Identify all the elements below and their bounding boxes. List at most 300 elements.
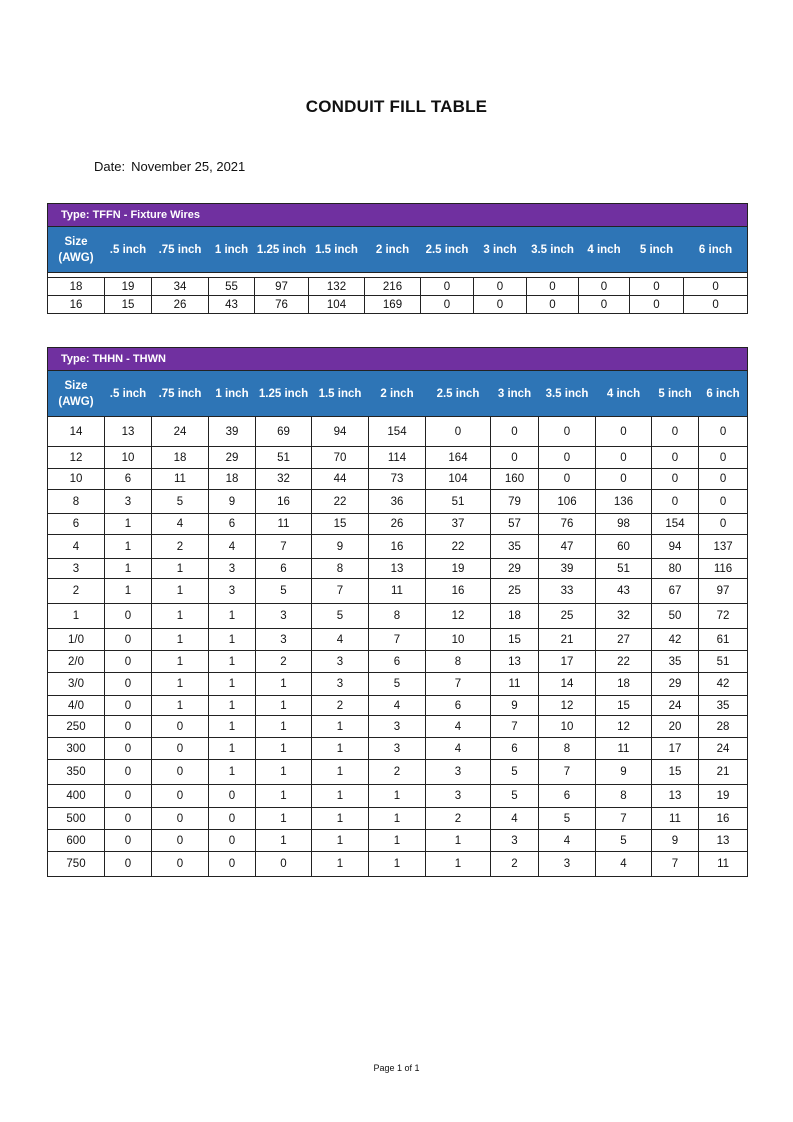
fill-count-cell: 24 [152, 417, 209, 447]
fill-count-cell: 1 [209, 604, 256, 629]
fill-count-cell: 5 [152, 490, 209, 514]
column-header: 2.5 inch [426, 371, 491, 417]
fill-count-cell: 42 [699, 673, 748, 696]
fill-count-cell: 0 [426, 417, 491, 447]
table-row [48, 808, 748, 830]
fill-count-cell: 104 [426, 469, 491, 490]
fill-count-cell: 10 [105, 447, 152, 469]
fill-count-cell: 1 [152, 651, 209, 673]
table-row [48, 579, 748, 604]
fill-count-cell: 3 [369, 716, 426, 738]
fill-count-cell: 5 [369, 673, 426, 696]
fill-count-cell: 0 [421, 296, 474, 314]
fill-count-cell: 1 [312, 852, 369, 877]
wire-size-cell: 750 [48, 852, 105, 877]
fill-count-cell: 97 [255, 278, 309, 296]
fill-count-cell: 0 [579, 278, 630, 296]
fill-count-cell: 1 [105, 559, 152, 579]
wire-size-cell: 6 [48, 514, 105, 535]
column-header: 3 inch [491, 371, 539, 417]
fill-count-cell: 0 [105, 604, 152, 629]
fill-count-cell: 3 [209, 579, 256, 604]
fill-count-cell: 0 [105, 716, 152, 738]
fill-count-cell: 136 [596, 490, 652, 514]
fill-count-cell: 72 [699, 604, 748, 629]
fill-count-cell: 19 [426, 559, 491, 579]
fill-count-cell: 19 [699, 785, 748, 808]
fill-count-cell: 0 [630, 296, 684, 314]
table-row [48, 604, 748, 629]
fill-count-cell: 35 [652, 651, 699, 673]
fill-count-cell: 67 [652, 579, 699, 604]
fill-count-cell: 8 [312, 559, 369, 579]
fill-count-cell: 0 [152, 830, 209, 852]
column-header: 3.5 inch [539, 371, 596, 417]
table-type-label: Type: THHN - THWN [48, 348, 748, 371]
fill-count-cell: 1 [312, 785, 369, 808]
column-header: 5 inch [652, 371, 699, 417]
fill-count-cell: 29 [491, 559, 539, 579]
fill-count-cell: 1 [312, 830, 369, 852]
fill-count-cell: 11 [596, 738, 652, 760]
fill-count-cell: 70 [312, 447, 369, 469]
fill-count-cell: 35 [699, 696, 748, 716]
fill-count-cell: 154 [652, 514, 699, 535]
fill-count-cell: 6 [426, 696, 491, 716]
wire-size-cell: 600 [48, 830, 105, 852]
fill-count-cell: 0 [596, 417, 652, 447]
fill-count-cell: 0 [256, 852, 312, 877]
tffn-table [47, 203, 748, 314]
fill-count-cell: 18 [152, 447, 209, 469]
fill-count-cell: 13 [699, 830, 748, 852]
fill-count-cell: 7 [312, 579, 369, 604]
fill-count-cell: 13 [652, 785, 699, 808]
fill-count-cell: 1 [256, 716, 312, 738]
fill-count-cell: 1 [105, 579, 152, 604]
fill-count-cell: 27 [596, 629, 652, 651]
fill-count-cell: 0 [105, 696, 152, 716]
fill-count-cell: 21 [539, 629, 596, 651]
fill-count-cell: 1 [256, 738, 312, 760]
fill-count-cell: 15 [652, 760, 699, 785]
fill-count-cell: 51 [426, 490, 491, 514]
column-header: .5 inch [105, 371, 152, 417]
fill-count-cell: 2 [491, 852, 539, 877]
fill-count-cell: 154 [369, 417, 426, 447]
fill-count-cell: 0 [152, 785, 209, 808]
table-row [48, 629, 748, 651]
fill-count-cell: 16 [426, 579, 491, 604]
table-row [48, 716, 748, 738]
fill-count-cell: 160 [491, 469, 539, 490]
fill-count-cell: 11 [256, 514, 312, 535]
fill-count-cell: 1 [256, 760, 312, 785]
fill-count-cell: 4 [312, 629, 369, 651]
wire-size-cell: 250 [48, 716, 105, 738]
fill-count-cell: 0 [699, 490, 748, 514]
fill-count-cell: 35 [491, 535, 539, 559]
column-header: 1.25 inch [256, 371, 312, 417]
fill-count-cell: 1 [312, 716, 369, 738]
fill-count-cell: 4 [596, 852, 652, 877]
fill-count-cell: 1 [256, 785, 312, 808]
fill-count-cell: 0 [152, 808, 209, 830]
fill-count-cell: 29 [209, 447, 256, 469]
fill-count-cell: 4 [369, 696, 426, 716]
table-row [48, 785, 748, 808]
fill-count-cell: 15 [105, 296, 152, 314]
thhn-table [47, 347, 748, 877]
table-row [48, 535, 748, 559]
fill-count-cell: 43 [596, 579, 652, 604]
fill-count-cell: 1 [209, 760, 256, 785]
fill-count-cell: 22 [426, 535, 491, 559]
wire-size-cell: 8 [48, 490, 105, 514]
fill-count-cell: 104 [309, 296, 365, 314]
table-row [48, 852, 748, 877]
fill-count-cell: 1 [369, 852, 426, 877]
fill-count-cell: 36 [369, 490, 426, 514]
fill-count-cell: 2 [152, 535, 209, 559]
fill-count-cell: 1 [209, 651, 256, 673]
fill-count-cell: 0 [105, 651, 152, 673]
fill-count-cell: 15 [491, 629, 539, 651]
fill-count-cell: 55 [209, 278, 255, 296]
fill-count-cell: 6 [105, 469, 152, 490]
fill-count-cell: 137 [699, 535, 748, 559]
fill-count-cell: 106 [539, 490, 596, 514]
table-row [48, 490, 748, 514]
fill-count-cell: 7 [491, 716, 539, 738]
fill-count-cell: 1 [209, 629, 256, 651]
table-row [48, 514, 748, 535]
fill-count-cell: 9 [312, 535, 369, 559]
column-header: 1 inch [209, 227, 255, 273]
fill-count-cell: 1 [256, 830, 312, 852]
fill-count-cell: 2 [256, 651, 312, 673]
fill-count-cell: 3 [491, 830, 539, 852]
fill-count-cell: 1 [152, 673, 209, 696]
fill-count-cell: 1 [209, 673, 256, 696]
fill-count-cell: 2 [426, 808, 491, 830]
fill-count-cell: 132 [309, 278, 365, 296]
fill-count-cell: 19 [105, 278, 152, 296]
fill-count-cell: 0 [152, 738, 209, 760]
fill-count-cell: 13 [491, 651, 539, 673]
fill-count-cell: 0 [596, 469, 652, 490]
date-line [94, 159, 245, 174]
fill-count-cell: 7 [369, 629, 426, 651]
fill-count-cell: 164 [426, 447, 491, 469]
fill-count-cell: 14 [539, 673, 596, 696]
page-title: CONDUIT FILL TABLE [305, 97, 488, 116]
column-header: 4 inch [579, 227, 630, 273]
fill-count-cell: 3 [105, 490, 152, 514]
table-row [48, 559, 748, 579]
fill-count-cell: 8 [426, 651, 491, 673]
fill-count-cell: 1 [209, 716, 256, 738]
column-header: .5 inch [105, 227, 152, 273]
fill-count-cell: 2 [312, 696, 369, 716]
fill-count-cell: 44 [312, 469, 369, 490]
fill-count-cell: 76 [539, 514, 596, 535]
fill-count-cell: 10 [426, 629, 491, 651]
fill-count-cell: 20 [652, 716, 699, 738]
wire-size-cell: 400 [48, 785, 105, 808]
fill-count-cell: 1 [209, 738, 256, 760]
table-row [48, 830, 748, 852]
fill-count-cell: 32 [256, 469, 312, 490]
fill-count-cell: 0 [684, 296, 748, 314]
fill-count-cell: 39 [209, 417, 256, 447]
fill-count-cell: 7 [539, 760, 596, 785]
fill-count-cell: 1 [369, 785, 426, 808]
table-row [48, 696, 748, 716]
fill-count-cell: 6 [209, 514, 256, 535]
fill-count-cell: 0 [105, 629, 152, 651]
table-row [48, 651, 748, 673]
fill-count-cell: 0 [539, 447, 596, 469]
fill-count-cell: 26 [369, 514, 426, 535]
fill-count-cell: 94 [652, 535, 699, 559]
table-row [48, 447, 748, 469]
fill-count-cell: 8 [369, 604, 426, 629]
fill-count-cell: 29 [652, 673, 699, 696]
fill-count-cell: 1 [426, 852, 491, 877]
fill-count-cell: 9 [596, 760, 652, 785]
column-header: 4 inch [596, 371, 652, 417]
fill-count-cell: 76 [255, 296, 309, 314]
fill-count-cell: 0 [152, 716, 209, 738]
fill-count-cell: 0 [152, 760, 209, 785]
fill-count-cell: 94 [312, 417, 369, 447]
fill-count-cell: 1 [152, 629, 209, 651]
table-row [48, 738, 748, 760]
fill-count-cell: 4 [426, 716, 491, 738]
fill-count-cell: 0 [539, 469, 596, 490]
fill-count-cell: 5 [256, 579, 312, 604]
column-header: 3 inch [474, 227, 527, 273]
fill-count-cell: 4 [209, 535, 256, 559]
fill-count-cell: 10 [539, 716, 596, 738]
fill-count-cell: 0 [630, 278, 684, 296]
fill-count-cell: 15 [312, 514, 369, 535]
fill-count-cell: 5 [539, 808, 596, 830]
table-row [48, 278, 748, 296]
fill-count-cell: 0 [652, 469, 699, 490]
fill-count-cell: 17 [539, 651, 596, 673]
wire-size-cell: 10 [48, 469, 105, 490]
fill-count-cell: 50 [652, 604, 699, 629]
fill-count-cell: 51 [699, 651, 748, 673]
fill-count-cell: 0 [579, 296, 630, 314]
wire-size-cell: 4/0 [48, 696, 105, 716]
column-header: 1.5 inch [312, 371, 369, 417]
fill-count-cell: 1 [152, 604, 209, 629]
fill-count-cell: 8 [596, 785, 652, 808]
fill-count-cell: 24 [699, 738, 748, 760]
fill-count-cell: 13 [105, 417, 152, 447]
column-header: Size (AWG) [48, 227, 105, 273]
wire-size-cell: 14 [48, 417, 105, 447]
fill-count-cell: 37 [426, 514, 491, 535]
fill-count-cell: 18 [209, 469, 256, 490]
fill-count-cell: 1 [369, 830, 426, 852]
fill-count-cell: 6 [369, 651, 426, 673]
fill-count-cell: 80 [652, 559, 699, 579]
fill-count-cell: 0 [105, 673, 152, 696]
fill-count-cell: 1 [152, 696, 209, 716]
wire-size-cell: 12 [48, 447, 105, 469]
fill-count-cell: 4 [491, 808, 539, 830]
fill-count-cell: 97 [699, 579, 748, 604]
fill-count-cell: 18 [491, 604, 539, 629]
fill-count-cell: 0 [105, 830, 152, 852]
column-header: 1 inch [209, 371, 256, 417]
fill-count-cell: 7 [426, 673, 491, 696]
fill-count-cell: 3 [312, 651, 369, 673]
column-header: 2.5 inch [421, 227, 474, 273]
fill-count-cell: 42 [652, 629, 699, 651]
fill-count-cell: 1 [105, 514, 152, 535]
fill-count-cell: 0 [105, 760, 152, 785]
table-row [48, 296, 748, 314]
fill-count-cell: 0 [527, 296, 579, 314]
table-row [48, 469, 748, 490]
column-header: 2 inch [365, 227, 421, 273]
column-header: 3.5 inch [527, 227, 579, 273]
fill-count-cell: 0 [152, 852, 209, 877]
fill-count-cell: 5 [491, 785, 539, 808]
fill-count-cell: 4 [426, 738, 491, 760]
fill-count-cell: 0 [105, 808, 152, 830]
fill-count-cell: 0 [209, 830, 256, 852]
fill-count-cell: 21 [699, 760, 748, 785]
fill-count-cell: 16 [256, 490, 312, 514]
wire-size-cell: 3/0 [48, 673, 105, 696]
fill-count-cell: 1 [152, 579, 209, 604]
fill-count-cell: 1 [312, 808, 369, 830]
fill-count-cell: 5 [491, 760, 539, 785]
fill-count-cell: 3 [256, 604, 312, 629]
fill-count-cell: 169 [365, 296, 421, 314]
fill-count-cell: 25 [491, 579, 539, 604]
fill-count-cell: 11 [369, 579, 426, 604]
fill-count-cell: 0 [527, 278, 579, 296]
fill-count-cell: 22 [596, 651, 652, 673]
column-header: .75 inch [152, 371, 209, 417]
fill-count-cell: 16 [369, 535, 426, 559]
table-type-label: Type: TFFN - Fixture Wires [48, 204, 748, 227]
fill-count-cell: 7 [596, 808, 652, 830]
fill-count-cell: 12 [426, 604, 491, 629]
fill-count-cell: 69 [256, 417, 312, 447]
fill-count-cell: 24 [652, 696, 699, 716]
fill-count-cell: 1 [256, 696, 312, 716]
date-label: Date: [94, 159, 126, 174]
fill-count-cell: 1 [105, 535, 152, 559]
wire-size-cell: 1/0 [48, 629, 105, 651]
table-row [48, 417, 748, 447]
fill-count-cell: 1 [369, 808, 426, 830]
fill-count-cell: 6 [491, 738, 539, 760]
fill-count-cell: 0 [652, 490, 699, 514]
column-header: 6 inch [699, 371, 748, 417]
fill-count-cell: 4 [152, 514, 209, 535]
fill-count-cell: 73 [369, 469, 426, 490]
fill-count-cell: 51 [596, 559, 652, 579]
fill-count-cell: 1 [209, 696, 256, 716]
fill-count-cell: 5 [312, 604, 369, 629]
wire-size-cell: 16 [48, 296, 105, 314]
fill-count-cell: 1 [256, 808, 312, 830]
wire-size-cell: 18 [48, 278, 105, 296]
column-header: 6 inch [684, 227, 748, 273]
fill-count-cell: 60 [596, 535, 652, 559]
fill-count-cell: 15 [596, 696, 652, 716]
wire-size-cell: 2/0 [48, 651, 105, 673]
fill-count-cell: 39 [539, 559, 596, 579]
fill-count-cell: 0 [474, 278, 527, 296]
fill-count-cell: 12 [539, 696, 596, 716]
fill-count-cell: 1 [426, 830, 491, 852]
fill-count-cell: 11 [652, 808, 699, 830]
fill-count-cell: 11 [699, 852, 748, 877]
fill-count-cell: 0 [105, 738, 152, 760]
fill-count-cell: 3 [369, 738, 426, 760]
fill-count-cell: 17 [652, 738, 699, 760]
fill-count-cell: 3 [426, 760, 491, 785]
fill-count-cell: 0 [105, 785, 152, 808]
wire-size-cell: 350 [48, 760, 105, 785]
fill-count-cell: 0 [699, 417, 748, 447]
fill-count-cell: 7 [652, 852, 699, 877]
fill-count-cell: 98 [596, 514, 652, 535]
column-header: 1.5 inch [309, 227, 365, 273]
fill-count-cell: 26 [152, 296, 209, 314]
fill-count-cell: 0 [474, 296, 527, 314]
fill-count-cell: 3 [539, 852, 596, 877]
table-row [48, 760, 748, 785]
fill-count-cell: 0 [699, 514, 748, 535]
fill-count-cell: 0 [652, 447, 699, 469]
fill-count-cell: 0 [421, 278, 474, 296]
fill-count-cell: 57 [491, 514, 539, 535]
column-header: .75 inch [152, 227, 209, 273]
fill-count-cell: 216 [365, 278, 421, 296]
fill-count-cell: 0 [209, 852, 256, 877]
fill-count-cell: 1 [312, 738, 369, 760]
fill-count-cell: 3 [312, 673, 369, 696]
fill-count-cell: 47 [539, 535, 596, 559]
fill-count-cell: 0 [652, 417, 699, 447]
fill-count-cell: 13 [369, 559, 426, 579]
column-header: 5 inch [630, 227, 684, 273]
fill-count-cell: 0 [684, 278, 748, 296]
fill-count-cell: 6 [539, 785, 596, 808]
fill-count-cell: 5 [596, 830, 652, 852]
wire-size-cell: 4 [48, 535, 105, 559]
fill-count-cell: 34 [152, 278, 209, 296]
fill-count-cell: 1 [152, 559, 209, 579]
wire-size-cell: 2 [48, 579, 105, 604]
fill-count-cell: 79 [491, 490, 539, 514]
fill-count-cell: 11 [152, 469, 209, 490]
fill-count-cell: 7 [256, 535, 312, 559]
fill-count-cell: 9 [491, 696, 539, 716]
column-header: Size (AWG) [48, 371, 105, 417]
